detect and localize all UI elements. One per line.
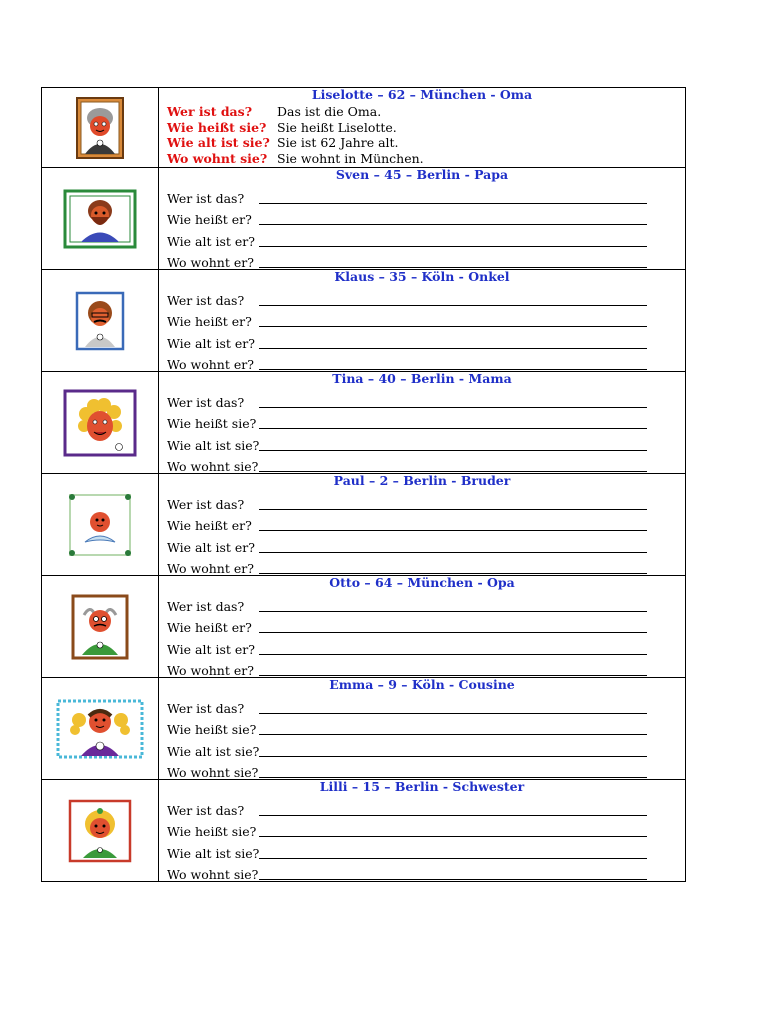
portrait-cell bbox=[42, 678, 159, 779]
answer-blank[interactable] bbox=[259, 450, 647, 451]
answer-blank[interactable] bbox=[259, 734, 647, 735]
row-content bbox=[159, 168, 685, 269]
answer-blank[interactable] bbox=[259, 203, 647, 204]
example-line bbox=[167, 120, 685, 136]
question-label: Wo wohnt sie? bbox=[167, 765, 259, 780]
question-line bbox=[167, 206, 685, 228]
question-label: Wo wohnt er? bbox=[167, 255, 254, 270]
grandfather-portrait-icon bbox=[70, 593, 130, 661]
answer-blank[interactable] bbox=[259, 267, 647, 268]
question-line bbox=[167, 308, 685, 330]
mother-portrait-icon bbox=[62, 388, 138, 458]
question-label: Wie heißt er? bbox=[167, 620, 252, 635]
answer-blank[interactable] bbox=[259, 428, 647, 429]
row-content bbox=[159, 270, 685, 371]
question-line bbox=[167, 286, 685, 308]
person-heading: Paul – 2 – Berlin - Bruder bbox=[333, 473, 511, 488]
row-content bbox=[159, 474, 685, 575]
person-heading: Tina – 40 – Berlin - Mama bbox=[332, 371, 512, 386]
answer-blank[interactable] bbox=[259, 777, 647, 778]
question-label: Wie alt ist er? bbox=[167, 335, 255, 351]
answer-blank[interactable] bbox=[259, 713, 647, 714]
question-label: Wer ist das? bbox=[167, 598, 245, 614]
question-label: Wo wohnt sie? bbox=[167, 867, 259, 882]
row-content bbox=[159, 576, 685, 677]
answer-blank[interactable] bbox=[259, 305, 647, 306]
question-label: Wer ist das? bbox=[167, 190, 245, 206]
question-line bbox=[167, 614, 685, 636]
portrait-cell bbox=[42, 270, 159, 371]
question-line bbox=[167, 657, 685, 679]
person-heading: Liselotte – 62 – München - Oma bbox=[311, 87, 533, 102]
question-label: Wo wohnt er? bbox=[167, 663, 254, 678]
question-line bbox=[167, 490, 685, 512]
question-label: Wer ist das? bbox=[167, 496, 245, 512]
worksheet-table bbox=[41, 87, 686, 882]
uncle-portrait-icon bbox=[75, 291, 125, 351]
question-label: Wie alt ist sie? bbox=[167, 437, 260, 453]
answer-blank[interactable] bbox=[259, 224, 647, 225]
answer-blank[interactable] bbox=[259, 675, 647, 676]
person-heading: Lilli – 15 – Berlin - Schwester bbox=[319, 779, 525, 794]
question-label: Wie heißt er? bbox=[167, 314, 252, 329]
question-line bbox=[167, 227, 685, 249]
question-label: Wer ist das? bbox=[167, 394, 245, 410]
question-label: Wer ist das? bbox=[167, 700, 245, 716]
question-line bbox=[167, 818, 685, 840]
brother-portrait-icon bbox=[67, 492, 133, 558]
person-heading: Sven – 45 – Berlin - Papa bbox=[335, 167, 509, 182]
question-label: Wo wohnt er? bbox=[167, 561, 254, 576]
person-row bbox=[42, 473, 685, 575]
question-label: Wie heißt sie? bbox=[167, 824, 257, 839]
person-row bbox=[42, 575, 685, 677]
answer-blank[interactable] bbox=[259, 552, 647, 553]
portrait-cell bbox=[42, 372, 159, 473]
question-line bbox=[167, 861, 685, 883]
example-answer: Sie wohnt in München. bbox=[277, 150, 424, 166]
question-line bbox=[167, 388, 685, 410]
row-content bbox=[159, 678, 685, 779]
answer-blank[interactable] bbox=[259, 611, 647, 612]
answer-blank[interactable] bbox=[259, 509, 647, 510]
answer-blank[interactable] bbox=[259, 879, 647, 880]
question-label: Wie heißt sie? bbox=[167, 416, 257, 431]
portrait-cell bbox=[42, 576, 159, 677]
portrait-cell bbox=[42, 780, 159, 881]
question-line bbox=[167, 759, 685, 781]
example-answer: Sie heißt Liselotte. bbox=[277, 119, 397, 135]
grandmother-portrait-icon bbox=[75, 96, 125, 160]
answer-blank[interactable] bbox=[259, 369, 647, 370]
portrait-cell bbox=[42, 168, 159, 269]
example-question: Wo wohnt sie? bbox=[167, 150, 268, 166]
question-line bbox=[167, 184, 685, 206]
portrait-cell bbox=[42, 88, 159, 167]
question-line bbox=[167, 694, 685, 716]
answer-blank[interactable] bbox=[259, 471, 647, 472]
question-label: Wie alt ist sie? bbox=[167, 845, 260, 861]
example-answer: Das ist die Oma. bbox=[277, 104, 382, 119]
person-heading: Klaus – 35 – Köln - Onkel bbox=[334, 269, 510, 284]
answer-blank[interactable] bbox=[259, 756, 647, 757]
answer-blank[interactable] bbox=[259, 407, 647, 408]
question-label: Wie alt ist er? bbox=[167, 233, 255, 249]
question-line bbox=[167, 431, 685, 453]
portrait-cell bbox=[42, 474, 159, 575]
answer-blank[interactable] bbox=[259, 348, 647, 349]
question-line bbox=[167, 592, 685, 614]
person-heading: Otto – 64 – München - Opa bbox=[329, 575, 515, 590]
question-line bbox=[167, 329, 685, 351]
example-line bbox=[167, 104, 685, 120]
question-line bbox=[167, 453, 685, 475]
question-line bbox=[167, 737, 685, 759]
question-line bbox=[167, 716, 685, 738]
question-line bbox=[167, 249, 685, 271]
person-row bbox=[42, 677, 685, 779]
question-label: Wie heißt sie? bbox=[167, 722, 257, 737]
question-label: Wer ist das? bbox=[167, 292, 245, 308]
example-line bbox=[167, 151, 685, 167]
answer-blank[interactable] bbox=[259, 632, 647, 633]
answer-blank[interactable] bbox=[259, 815, 647, 816]
question-line bbox=[167, 351, 685, 373]
person-row bbox=[42, 88, 685, 167]
answer-blank[interactable] bbox=[259, 326, 647, 327]
question-line bbox=[167, 635, 685, 657]
person-row bbox=[42, 167, 685, 269]
person-row bbox=[42, 371, 685, 473]
person-heading: Emma – 9 – Köln - Cousine bbox=[329, 677, 515, 692]
answer-blank[interactable] bbox=[259, 246, 647, 247]
question-line bbox=[167, 512, 685, 534]
question-label: Wo wohnt er? bbox=[167, 357, 254, 372]
row-content bbox=[159, 372, 685, 473]
question-label: Wer ist das? bbox=[167, 802, 245, 818]
example-answer: Sie ist 62 Jahre alt. bbox=[277, 135, 399, 150]
answer-blank[interactable] bbox=[259, 858, 647, 859]
question-label: Wie alt ist er? bbox=[167, 539, 255, 555]
question-line bbox=[167, 555, 685, 577]
person-row bbox=[42, 779, 685, 881]
row-content bbox=[159, 780, 685, 881]
question-label: Wie alt ist sie? bbox=[167, 743, 260, 759]
father-portrait-icon bbox=[63, 189, 137, 249]
question-line bbox=[167, 410, 685, 432]
row-content bbox=[159, 88, 685, 167]
example-question: Wie heißt sie? bbox=[167, 119, 267, 135]
answer-blank[interactable] bbox=[259, 836, 647, 837]
question-label: Wo wohnt sie? bbox=[167, 459, 259, 474]
sister-portrait-icon bbox=[67, 798, 133, 864]
question-line bbox=[167, 533, 685, 555]
person-row bbox=[42, 269, 685, 371]
cousin-portrait-icon bbox=[55, 698, 145, 760]
question-line bbox=[167, 839, 685, 861]
example-question: Wer ist das? bbox=[167, 104, 253, 119]
answer-blank[interactable] bbox=[259, 573, 647, 574]
answer-blank[interactable] bbox=[259, 530, 647, 531]
question-label: Wie heißt er? bbox=[167, 518, 252, 533]
answer-blank[interactable] bbox=[259, 654, 647, 655]
example-question: Wie alt ist sie? bbox=[167, 135, 270, 150]
question-line bbox=[167, 796, 685, 818]
question-label: Wie heißt er? bbox=[167, 212, 252, 227]
example-line bbox=[167, 135, 685, 151]
question-label: Wie alt ist er? bbox=[167, 641, 255, 657]
